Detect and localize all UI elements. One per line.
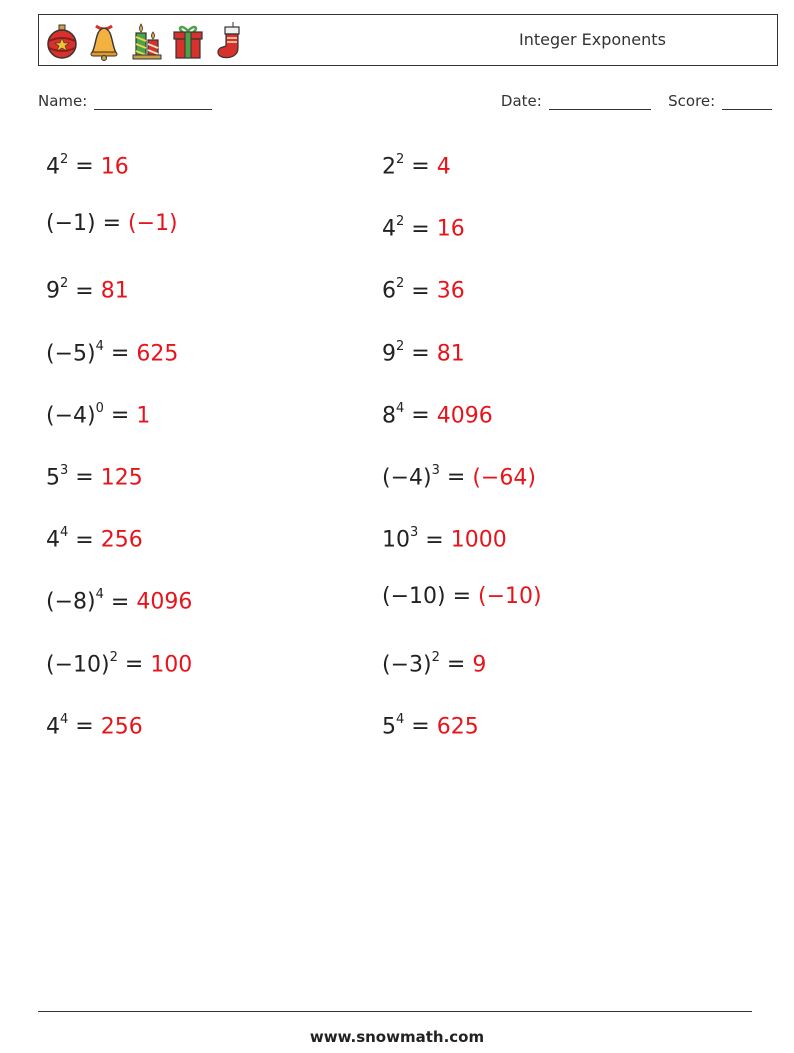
problem-item (382, 266, 465, 306)
equals-sign: = (75, 714, 94, 740)
problem-exponent: 2 (60, 276, 69, 292)
problem-base: 9 (46, 278, 60, 304)
problem-answer: 4096 (136, 589, 193, 615)
equals-sign: = (411, 216, 430, 242)
problem-exponent: 3 (60, 463, 69, 478)
score-blank[interactable] (722, 93, 772, 110)
ornament-icon (45, 21, 79, 61)
problem-exponent: 4 (396, 400, 405, 416)
equals-sign: = (411, 403, 430, 429)
problem-base: (−10) (382, 584, 446, 610)
problem-exponent: 3 (410, 525, 419, 541)
problem-answer: (−64) (472, 465, 536, 491)
equals-sign: = (102, 211, 122, 237)
problem-item (46, 640, 192, 680)
problem-exponent: 2 (109, 649, 118, 665)
problem-answer: 1 (136, 403, 151, 429)
problem-base: (−1) (46, 211, 96, 237)
problem-base: (−8) (46, 589, 96, 615)
worksheet-title: Integer Exponents (519, 30, 666, 49)
problem-answer: 256 (100, 714, 143, 740)
problem-base: 2 (382, 154, 396, 180)
problem-item (46, 142, 129, 182)
problem-item (382, 204, 465, 244)
problem-exponent: 4 (60, 711, 69, 727)
problem-item (382, 640, 486, 680)
equals-sign: = (411, 340, 430, 366)
problem-base: 4 (46, 527, 60, 553)
problem-base: (−10) (46, 651, 110, 677)
problem-base: 4 (46, 154, 60, 180)
problem-base: 9 (382, 340, 396, 366)
problem-item (46, 702, 143, 742)
problem-item (46, 577, 192, 617)
problem-exponent: 4 (95, 338, 104, 354)
equals-sign: = (411, 714, 430, 740)
date-label: Date: (500, 92, 542, 110)
footer-divider (38, 1011, 752, 1012)
problem-item (46, 391, 150, 431)
problem-answer: 36 (436, 278, 465, 304)
name-label: Name: (38, 92, 88, 110)
problem-item (46, 515, 143, 555)
problem-answer: 1000 (450, 527, 507, 553)
problem-base: (−4) (382, 465, 432, 491)
footer-url: www.snowmath.com (309, 1028, 485, 1046)
problem-answer: 625 (136, 340, 179, 366)
problem-base: 8 (382, 403, 396, 429)
problem-item (382, 391, 493, 431)
equals-sign: = (110, 403, 130, 429)
equals-sign: = (75, 527, 94, 553)
equals-sign: = (446, 651, 466, 677)
problem-answer: 81 (436, 340, 465, 366)
candle-icon (129, 21, 163, 61)
problem-answer: (−1) (128, 211, 178, 237)
problem-answer: 16 (436, 216, 465, 242)
problem-answer: 4 (436, 154, 451, 180)
problem-item (382, 577, 542, 617)
problem-base: 5 (382, 714, 396, 740)
problem-exponent: 0 (95, 400, 104, 416)
problem-item (46, 329, 178, 369)
problem-base: 4 (46, 714, 60, 740)
problem-base: 6 (382, 278, 396, 304)
name-field[interactable] (38, 92, 212, 110)
problem-exponent: 2 (396, 276, 405, 292)
problem-exponent: 4 (95, 587, 104, 603)
problem-answer: 625 (436, 714, 479, 740)
problem-item (46, 266, 129, 306)
worksheet-header (38, 14, 778, 66)
problem-answer: 100 (150, 651, 193, 677)
problem-exponent: 2 (431, 649, 440, 665)
problem-answer: 9 (472, 651, 487, 677)
name-blank[interactable] (94, 93, 212, 110)
date-score-fields (501, 92, 772, 110)
equals-sign: = (425, 527, 444, 553)
problem-answer: 256 (100, 527, 143, 553)
problem-exponent: 4 (396, 711, 405, 727)
equals-sign: = (75, 154, 94, 180)
problem-answer: 81 (100, 278, 129, 304)
problem-answer: (−10) (478, 584, 542, 610)
problem-exponent: 2 (396, 152, 405, 167)
problem-item (382, 142, 451, 182)
student-info-row (38, 92, 772, 116)
equals-sign: = (446, 465, 466, 491)
problem-base: (−4) (46, 403, 96, 429)
problem-item (382, 702, 479, 742)
problem-exponent: 2 (396, 338, 405, 354)
bell-icon (87, 21, 121, 61)
equals-sign: = (124, 651, 144, 677)
problem-item (46, 204, 178, 244)
problem-exponent: 2 (396, 214, 405, 230)
holiday-icons (45, 19, 247, 63)
problem-item (382, 329, 465, 369)
problem-base: 5 (46, 465, 60, 491)
problem-base: 4 (382, 216, 396, 242)
problem-item (382, 453, 536, 493)
equals-sign: = (75, 465, 94, 491)
problem-exponent: 4 (60, 525, 69, 541)
score-label: Score: (668, 92, 716, 110)
stocking-icon (213, 21, 247, 61)
problem-base: (−5) (46, 340, 96, 366)
equals-sign: = (110, 589, 130, 615)
problem-answer: 125 (100, 465, 143, 491)
problem-exponent: 3 (431, 463, 440, 478)
equals-sign: = (110, 340, 130, 366)
problem-item (46, 453, 143, 493)
problem-base: (−3) (382, 651, 432, 677)
gift-icon (171, 21, 205, 61)
problem-item (382, 515, 507, 555)
problem-exponent: 2 (60, 152, 69, 167)
equals-sign: = (452, 584, 472, 610)
date-blank[interactable] (549, 93, 651, 110)
equals-sign: = (411, 278, 430, 304)
problem-answer: 16 (100, 154, 129, 180)
equals-sign: = (75, 278, 94, 304)
problem-base: 10 (382, 527, 410, 553)
equals-sign: = (411, 154, 430, 180)
problem-answer: 4096 (436, 403, 493, 429)
